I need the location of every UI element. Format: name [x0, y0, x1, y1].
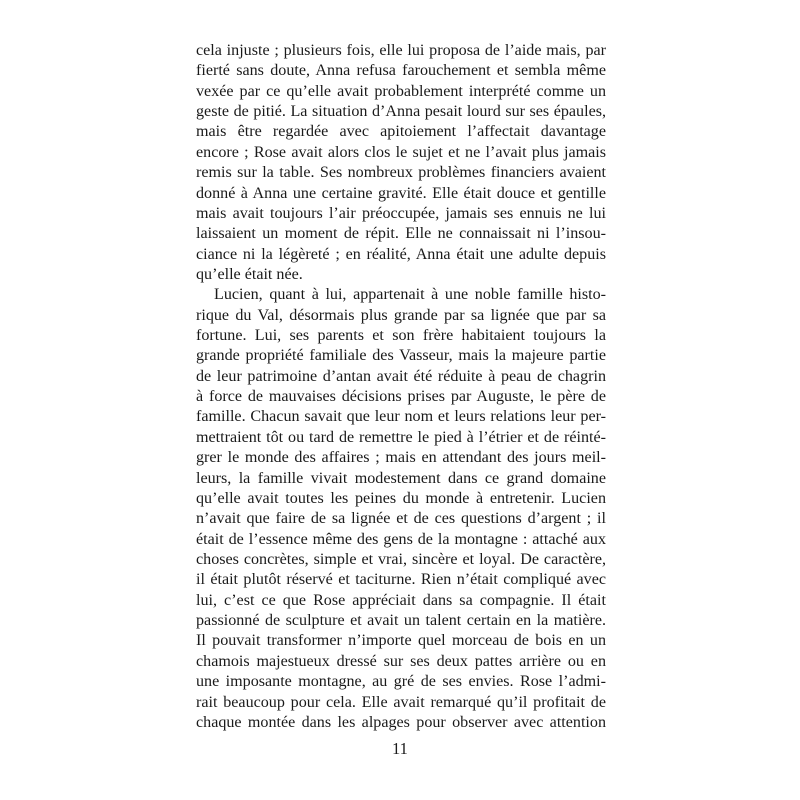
text-line: Lucien, quant à lui, appartenait à une noble famille histo-: [214, 286, 606, 304]
text-line: laissaient un moment de répit. Elle ne connaissait ni l’insou-: [196, 225, 606, 243]
text-line: il était plutôt réservé et taciturne. Rien n’était compliqué avec: [196, 571, 606, 589]
text-line: qu’elle était née.: [196, 265, 303, 283]
text-line: fierté sans doute, Anna refusa farouchement et sembla même: [196, 62, 606, 80]
text-line: cela injuste ; plusieurs fois, elle lui proposa de l’aide mais, par: [196, 42, 606, 59]
text-line: une imposante montagne, au gré de ses envies. Rose l’admi-: [196, 673, 606, 691]
paragraph-2: [196, 285, 606, 733]
text-line: passionné de sculpture et avait un talent certain en la matière.: [196, 612, 606, 630]
text-line: encore ; Rose avait alors clos le sujet et ne l’avait plus jamais: [196, 143, 606, 161]
text-line: grer le monde des affaires ; mais en attendant des jours meil-: [196, 449, 606, 467]
text-line: rique du Val, désormais plus grande par sa lignée que par sa: [196, 306, 606, 324]
paragraph-1: [196, 41, 606, 285]
text-line: remis sur la table. Ses nombreux problèmes financiers avaient: [196, 164, 606, 182]
text-line: était de l’essence même des gens de la montagne : attaché aux: [196, 530, 606, 548]
body-text: [196, 41, 606, 733]
text-line: n’avait que faire de sa lignée et de ces questions d’argent ; il: [196, 510, 606, 528]
text-line: chaque montée dans les alpages pour observer avec attention: [196, 713, 606, 731]
text-line: donné à Anna une certaine gravité. Elle était douce et gentille: [196, 184, 606, 202]
text-line: mais être regardée avec apitoiement l’affectait davantage: [196, 123, 606, 141]
text-line: à force de mauvaises décisions prises par Auguste, le père de: [196, 388, 606, 406]
text-line: mais avait toujours l’air préoccupée, jamais ses ennuis ne lui: [196, 204, 606, 222]
text-line: de leur patrimoine d’antan avait été réduite à peau de chagrin: [196, 367, 606, 385]
text-line: lui, c’est ce que Rose appréciait dans sa compagnie. Il était: [196, 591, 606, 609]
text-line: vexée par ce qu’elle avait probablement interprété comme un: [196, 82, 606, 100]
text-line: mettraient tôt ou tard de remettre le pied à l’étrier et de réinté-: [196, 428, 606, 446]
text-line: rait beaucoup pour cela. Elle avait remarqué qu’il profitait de: [196, 693, 606, 711]
text-line: chamois majestueux dressé sur ses deux pattes arrière ou en: [196, 652, 606, 670]
page-number: 11: [392, 739, 408, 758]
text-line: geste de pitié. La situation d’Anna pesait lourd sur ses épaules,: [196, 103, 606, 121]
text-line: famille. Chacun savait que leur nom et leurs relations leur per-: [196, 408, 606, 426]
text-line: Il pouvait transformer n’importe quel morceau de bois en un: [196, 632, 606, 650]
text-line: ciance ni la légèreté ; en réalité, Anna était une adulte depuis: [196, 245, 606, 263]
text-line: fortune. Lui, ses parents et son frère habitaient toujours la: [196, 327, 606, 345]
text-line: grande propriété familiale des Vasseur, mais la majeure partie: [196, 347, 606, 365]
text-line: choses concrètes, simple et vrai, sincère et loyal. De caractère,: [196, 550, 606, 568]
text-line: leurs, la famille vivait modestement dans ce grand domaine: [196, 469, 606, 487]
text-line: qu’elle avait toutes les peines du monde à entretenir. Lucien: [196, 489, 606, 507]
